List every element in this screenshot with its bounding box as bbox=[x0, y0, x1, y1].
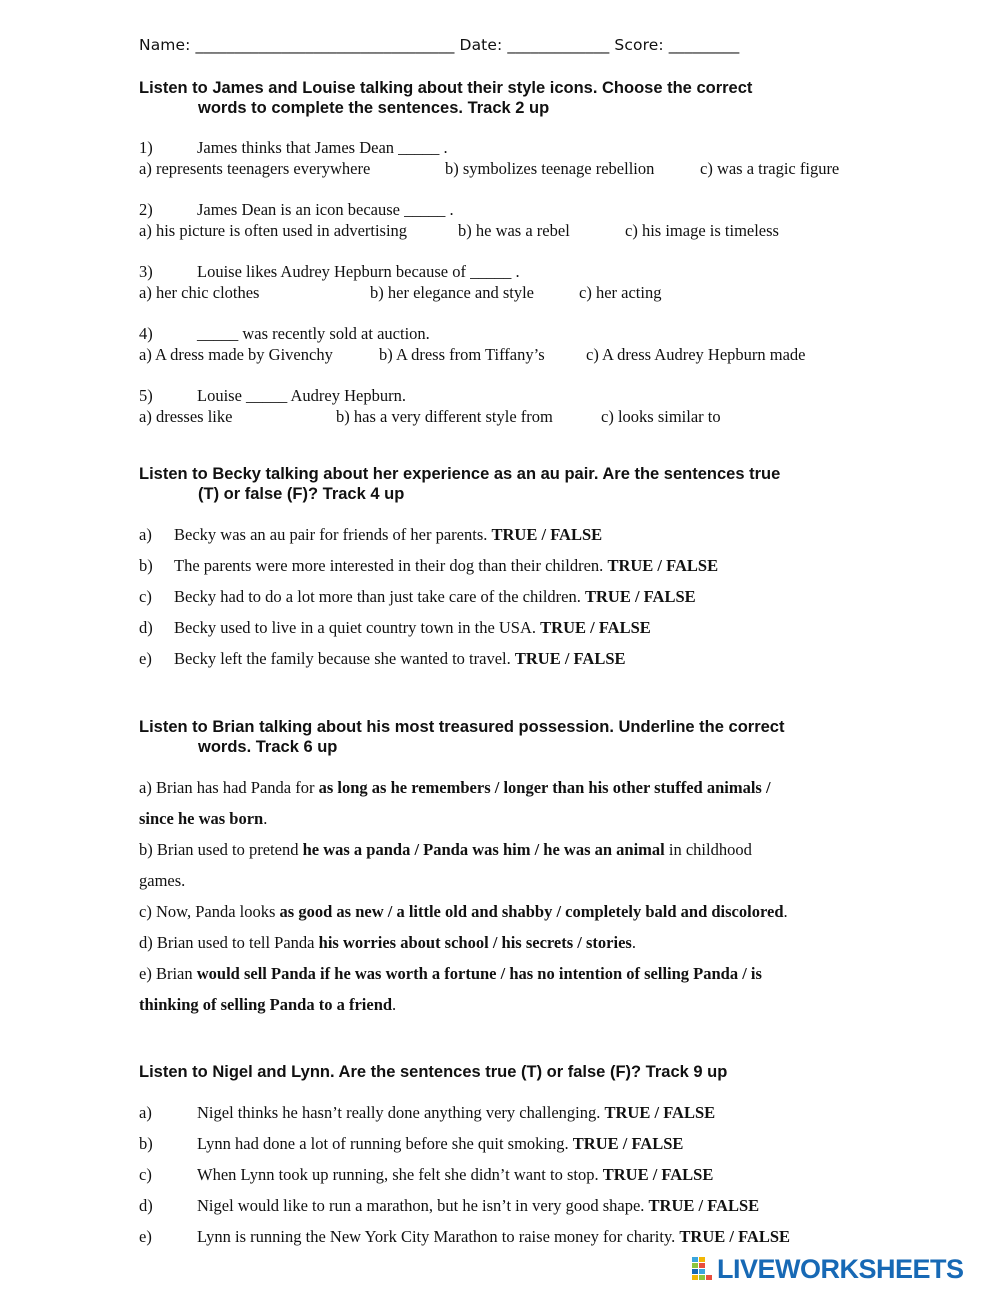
word-choices[interactable]: as long as he remembers / longer than his other stuffed animals / bbox=[318, 778, 771, 797]
true-false-choice[interactable]: TRUE / FALSE bbox=[607, 556, 719, 575]
item-text: Lynn is running the New York City Marathon to raise money for charity. bbox=[197, 1227, 676, 1246]
item-text: b) Brian used to pretend bbox=[139, 840, 303, 859]
nigel-item-b bbox=[139, 1134, 683, 1154]
question-4 bbox=[139, 324, 430, 344]
option-c[interactable]: c) looks similar to bbox=[601, 407, 721, 426]
option-b[interactable]: b) her elegance and style bbox=[370, 283, 535, 302]
option-a[interactable]: a) her chic clothes bbox=[139, 283, 260, 302]
option-a[interactable]: a) A dress made by Givenchy bbox=[139, 345, 333, 364]
item-text: e) Brian bbox=[139, 964, 197, 983]
item-letter: e) bbox=[139, 649, 152, 668]
option-c[interactable]: c) A dress Audrey Hepburn made bbox=[586, 345, 806, 364]
item-text: Becky left the family because she wanted to travel. bbox=[174, 649, 511, 668]
brian-item-d bbox=[139, 933, 636, 953]
word-choices[interactable]: his worries about school / his secrets / stories bbox=[318, 933, 632, 952]
option-c[interactable]: c) his image is timeless bbox=[625, 221, 779, 240]
word-choices[interactable]: since he was born bbox=[139, 809, 264, 828]
true-false-choice[interactable]: TRUE / FALSE bbox=[514, 649, 626, 668]
question-2 bbox=[139, 200, 454, 220]
item-letter: d) bbox=[139, 1196, 153, 1215]
item-text: d) Brian used to tell Panda bbox=[139, 933, 319, 952]
question-text: _____ was recently sold at auction. bbox=[197, 324, 430, 343]
item-letter: b) bbox=[139, 556, 153, 575]
question-1 bbox=[139, 138, 448, 158]
question-2-options bbox=[139, 221, 859, 241]
tf-item-d bbox=[139, 618, 651, 638]
question-number: 5) bbox=[139, 386, 153, 405]
item-text: Nigel would like to run a marathon, but he isn’t in very good shape. bbox=[197, 1196, 645, 1215]
question-number: 2) bbox=[139, 200, 153, 219]
brian-item-a-line2 bbox=[139, 809, 267, 829]
true-false-choice[interactable]: TRUE / FALSE bbox=[679, 1227, 791, 1246]
logo-text: LIVEWORKSHEETS bbox=[717, 1253, 964, 1284]
item-text: Lynn had done a lot of running before she quit smoking. bbox=[197, 1134, 569, 1153]
item-letter: b) bbox=[139, 1134, 153, 1153]
item-text: a) Brian has had Panda for bbox=[139, 778, 319, 797]
tf-item-a bbox=[139, 525, 602, 545]
section3-heading bbox=[139, 717, 859, 757]
option-c[interactable]: c) her acting bbox=[579, 283, 662, 302]
tf-item-e bbox=[139, 649, 626, 669]
question-number: 4) bbox=[139, 324, 153, 343]
question-5 bbox=[139, 386, 406, 406]
word-choices[interactable]: would sell Panda if he was worth a fortune / has no intention of selling Panda / is bbox=[196, 964, 762, 983]
item-text-end: . bbox=[263, 809, 268, 828]
question-text: James thinks that James Dean _____ . bbox=[197, 138, 448, 157]
brian-item-c bbox=[139, 902, 788, 922]
question-4-options bbox=[139, 345, 859, 365]
item-letter: e) bbox=[139, 1227, 152, 1246]
tf-item-c bbox=[139, 587, 696, 607]
brian-item-e-line2 bbox=[139, 995, 396, 1015]
item-text: Becky had to do a lot more than just take care of the children. bbox=[174, 587, 581, 606]
tf-item-b bbox=[139, 556, 718, 576]
question-3-options bbox=[139, 283, 859, 303]
option-c[interactable]: c) was a tragic figure bbox=[700, 159, 840, 178]
section1-heading-line1: Listen to James and Louise talking about their style icons. Choose the correct bbox=[139, 79, 753, 97]
option-b[interactable]: b) has a very different style from bbox=[336, 407, 553, 426]
section1-heading bbox=[139, 78, 859, 118]
true-false-choice[interactable]: TRUE / FALSE bbox=[602, 1165, 714, 1184]
nigel-item-a bbox=[139, 1103, 715, 1123]
word-choices[interactable]: he was a panda / Panda was him / he was an animal bbox=[302, 840, 665, 859]
question-text: Louise _____ Audrey Hepburn. bbox=[197, 386, 406, 405]
question-text: Louise likes Audrey Hepburn because of _____ . bbox=[197, 262, 520, 281]
true-false-choice[interactable]: TRUE / FALSE bbox=[585, 587, 696, 606]
question-number: 1) bbox=[139, 138, 153, 157]
section2-heading bbox=[139, 464, 859, 504]
true-false-choice[interactable]: TRUE / FALSE bbox=[491, 525, 603, 544]
liveworksheets-logo-icon bbox=[692, 1256, 714, 1282]
option-a[interactable]: a) his picture is often used in advertising bbox=[139, 221, 408, 240]
item-letter: c) bbox=[139, 1165, 152, 1184]
nigel-item-c bbox=[139, 1165, 713, 1185]
item-letter: d) bbox=[139, 618, 153, 637]
option-b[interactable]: b) A dress from Tiffany’s bbox=[379, 345, 545, 364]
liveworksheets-logo bbox=[692, 1254, 964, 1284]
true-false-choice[interactable]: TRUE / FALSE bbox=[540, 618, 651, 637]
brian-item-a-line1 bbox=[139, 778, 771, 798]
nigel-item-d bbox=[139, 1196, 759, 1216]
option-a[interactable]: a) dresses like bbox=[139, 407, 233, 426]
option-b[interactable]: b) he was a rebel bbox=[458, 221, 570, 240]
item-letter: a) bbox=[139, 1103, 152, 1122]
item-text: The parents were more interested in their dog than their children. bbox=[174, 556, 604, 575]
item-text: Nigel thinks he hasn’t really done anything very challenging. bbox=[197, 1103, 601, 1122]
true-false-choice[interactable]: TRUE / FALSE bbox=[648, 1196, 760, 1215]
item-text-end: . bbox=[392, 995, 397, 1014]
brian-item-b-line1 bbox=[139, 840, 752, 860]
option-b[interactable]: b) symbolizes teenage rebellion bbox=[445, 159, 655, 178]
item-text: Becky was an au pair for friends of her parents. bbox=[174, 525, 492, 544]
section2-heading-line1: Listen to Becky talking about her experience as an au pair. Are the sentences true bbox=[139, 465, 781, 483]
word-choices[interactable]: as good as new / a little old and shabby / completely bald and discolored bbox=[279, 902, 784, 921]
item-text: c) Now, Panda looks bbox=[139, 902, 280, 921]
section2-heading-line2: (T) or false (F)? Track 4 up bbox=[198, 485, 405, 503]
item-text-end: . bbox=[631, 933, 636, 952]
item-text: Becky used to live in a quiet country town in the USA. bbox=[174, 618, 537, 637]
true-false-choice[interactable]: TRUE / FALSE bbox=[572, 1134, 684, 1153]
question-number: 3) bbox=[139, 262, 153, 281]
section1-heading-line2: words to complete the sentences. Track 2 up bbox=[198, 99, 550, 117]
section4-heading: Listen to Nigel and Lynn. Are the sentences true (T) or false (F)? Track 9 up bbox=[139, 1063, 728, 1081]
option-a[interactable]: a) represents teenagers everywhere bbox=[139, 159, 371, 178]
section3-heading-line1: Listen to Brian talking about his most treasured possession. Underline the correct bbox=[139, 718, 785, 736]
item-text-end: in childhood bbox=[664, 840, 752, 859]
item-text-end: . bbox=[783, 902, 788, 921]
brian-item-b-line2 bbox=[139, 871, 185, 891]
item-letter: a) bbox=[139, 525, 152, 544]
name-date-score-line: Name: _________________________________ Date: _____________ Score: _________ bbox=[139, 36, 740, 54]
question-5-options bbox=[139, 407, 859, 427]
nigel-item-e bbox=[139, 1227, 790, 1247]
word-choices[interactable]: thinking of selling Panda to a friend bbox=[139, 995, 393, 1014]
question-text: James Dean is an icon because _____ . bbox=[197, 200, 454, 219]
brian-item-e-line1 bbox=[139, 964, 762, 984]
question-1-options bbox=[139, 159, 859, 179]
item-letter: c) bbox=[139, 587, 152, 606]
section3-heading-line2: words. Track 6 up bbox=[198, 738, 338, 756]
question-3 bbox=[139, 262, 520, 282]
true-false-choice[interactable]: TRUE / FALSE bbox=[604, 1103, 716, 1122]
item-text: games. bbox=[139, 871, 186, 890]
item-text: When Lynn took up running, she felt she didn’t want to stop. bbox=[197, 1165, 599, 1184]
